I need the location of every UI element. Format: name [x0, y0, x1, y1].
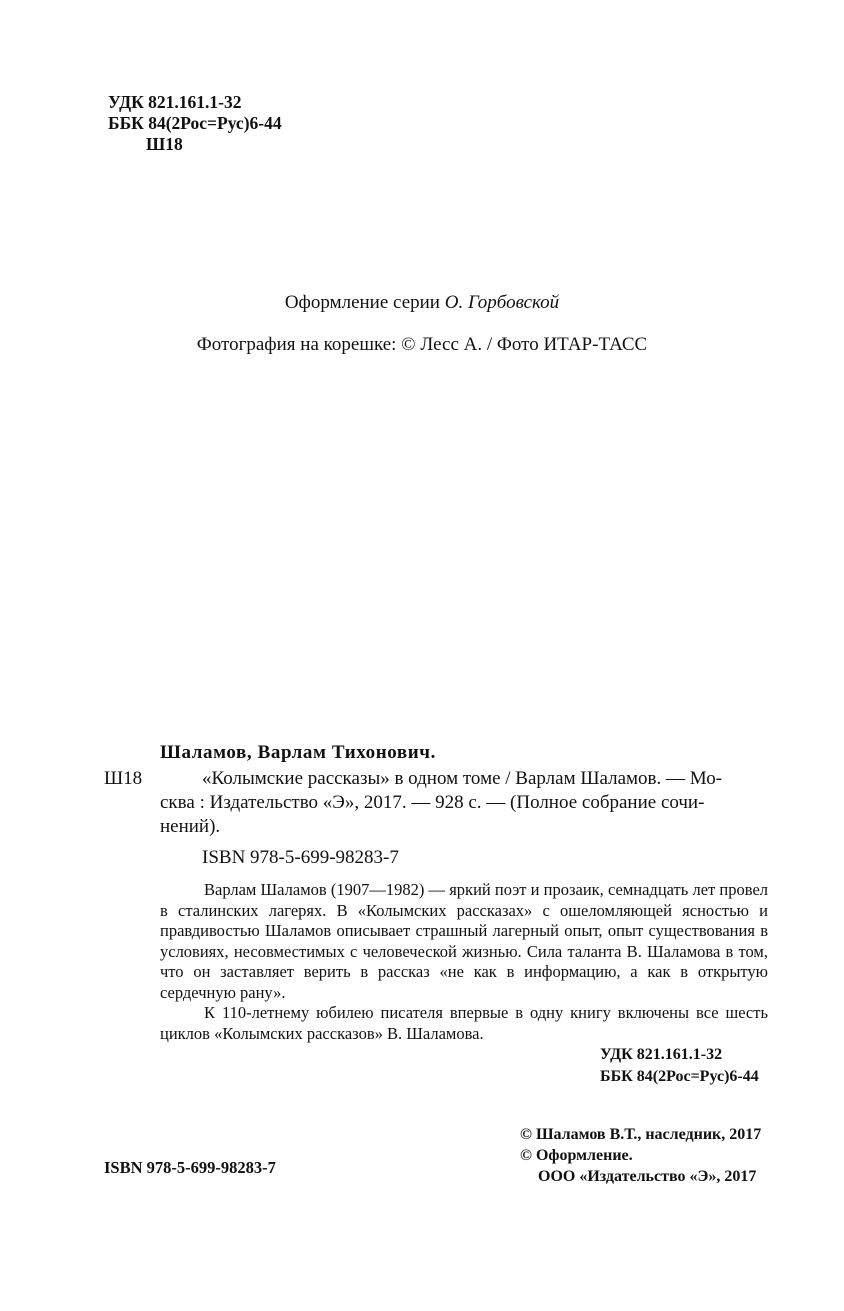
annotation [160, 880, 768, 1044]
card-title-line-3: нений). [160, 816, 221, 837]
series-design-credit [0, 292, 844, 314]
copyright-line-2: © Оформление. [520, 1147, 633, 1164]
annotation-paragraph-2: К 110-летнему юбилею писателя впервые в одну книгу включены все шесть циклов «Колымских рассказов» В. Шаламова. [160, 1003, 768, 1043]
annotation-paragraph-1: Варлам Шаламов (1907—1982) — яркий поэт и прозаик, семнадцать лет провел в сталинских лагерях. В «Колымских рассказах» с ошеломляющей ясностью и правдивостью Шаламов описывает страшный лагерный опыт, опыт существования в условиях, несовместимых с человеческой жизнью. Сила таланта В. Шаламова в том, что он заставляет верить в рассказ «не как в информацию, а как в открытую сердечную рану». [160, 880, 768, 1002]
isbn-bottom: ISBN 978-5-699-98283-7 [104, 1158, 276, 1177]
series-designer: О. Горбовской [444, 292, 560, 313]
card-title-line-1: «Колымские рассказы» в одном томе / Варлам Шаламов. — Мо- [202, 768, 723, 789]
series-design-prefix: Оформление серии [284, 292, 440, 313]
card-author-mark: Ш18 [104, 768, 143, 789]
spine-photo-credit: Фотография на корешке: © Лесс А. / Фото ИТАР-ТАСС [196, 334, 648, 355]
card-title-line-2: сква : Издательство «Э», 2017. — 928 с. — (Полное собрание сочи- [160, 792, 705, 813]
udk-code: УДК 821.161.1-32 [108, 92, 242, 112]
card-udk-code: УДК 821.161.1-32 [600, 1046, 723, 1063]
card-author-heading: Шаламов, Варлам Тихонович. [160, 742, 436, 763]
card-isbn: ISBN 978-5-699-98283-7 [202, 847, 399, 868]
card-bbk-code: ББК 84(2Рос=Рус)6-44 [600, 1068, 759, 1085]
copyright-line-1: © Шаламов В.Т., наследник, 2017 [520, 1126, 762, 1143]
copyright-block [520, 1124, 761, 1187]
author-mark: Ш18 [146, 134, 183, 154]
bbk-code: ББК 84(2Рос=Рус)6-44 [108, 113, 282, 133]
copyright-line-3: ООО «Издательство «Э», 2017 [538, 1168, 757, 1185]
card-classification [600, 1044, 759, 1088]
top-classification [108, 92, 282, 155]
